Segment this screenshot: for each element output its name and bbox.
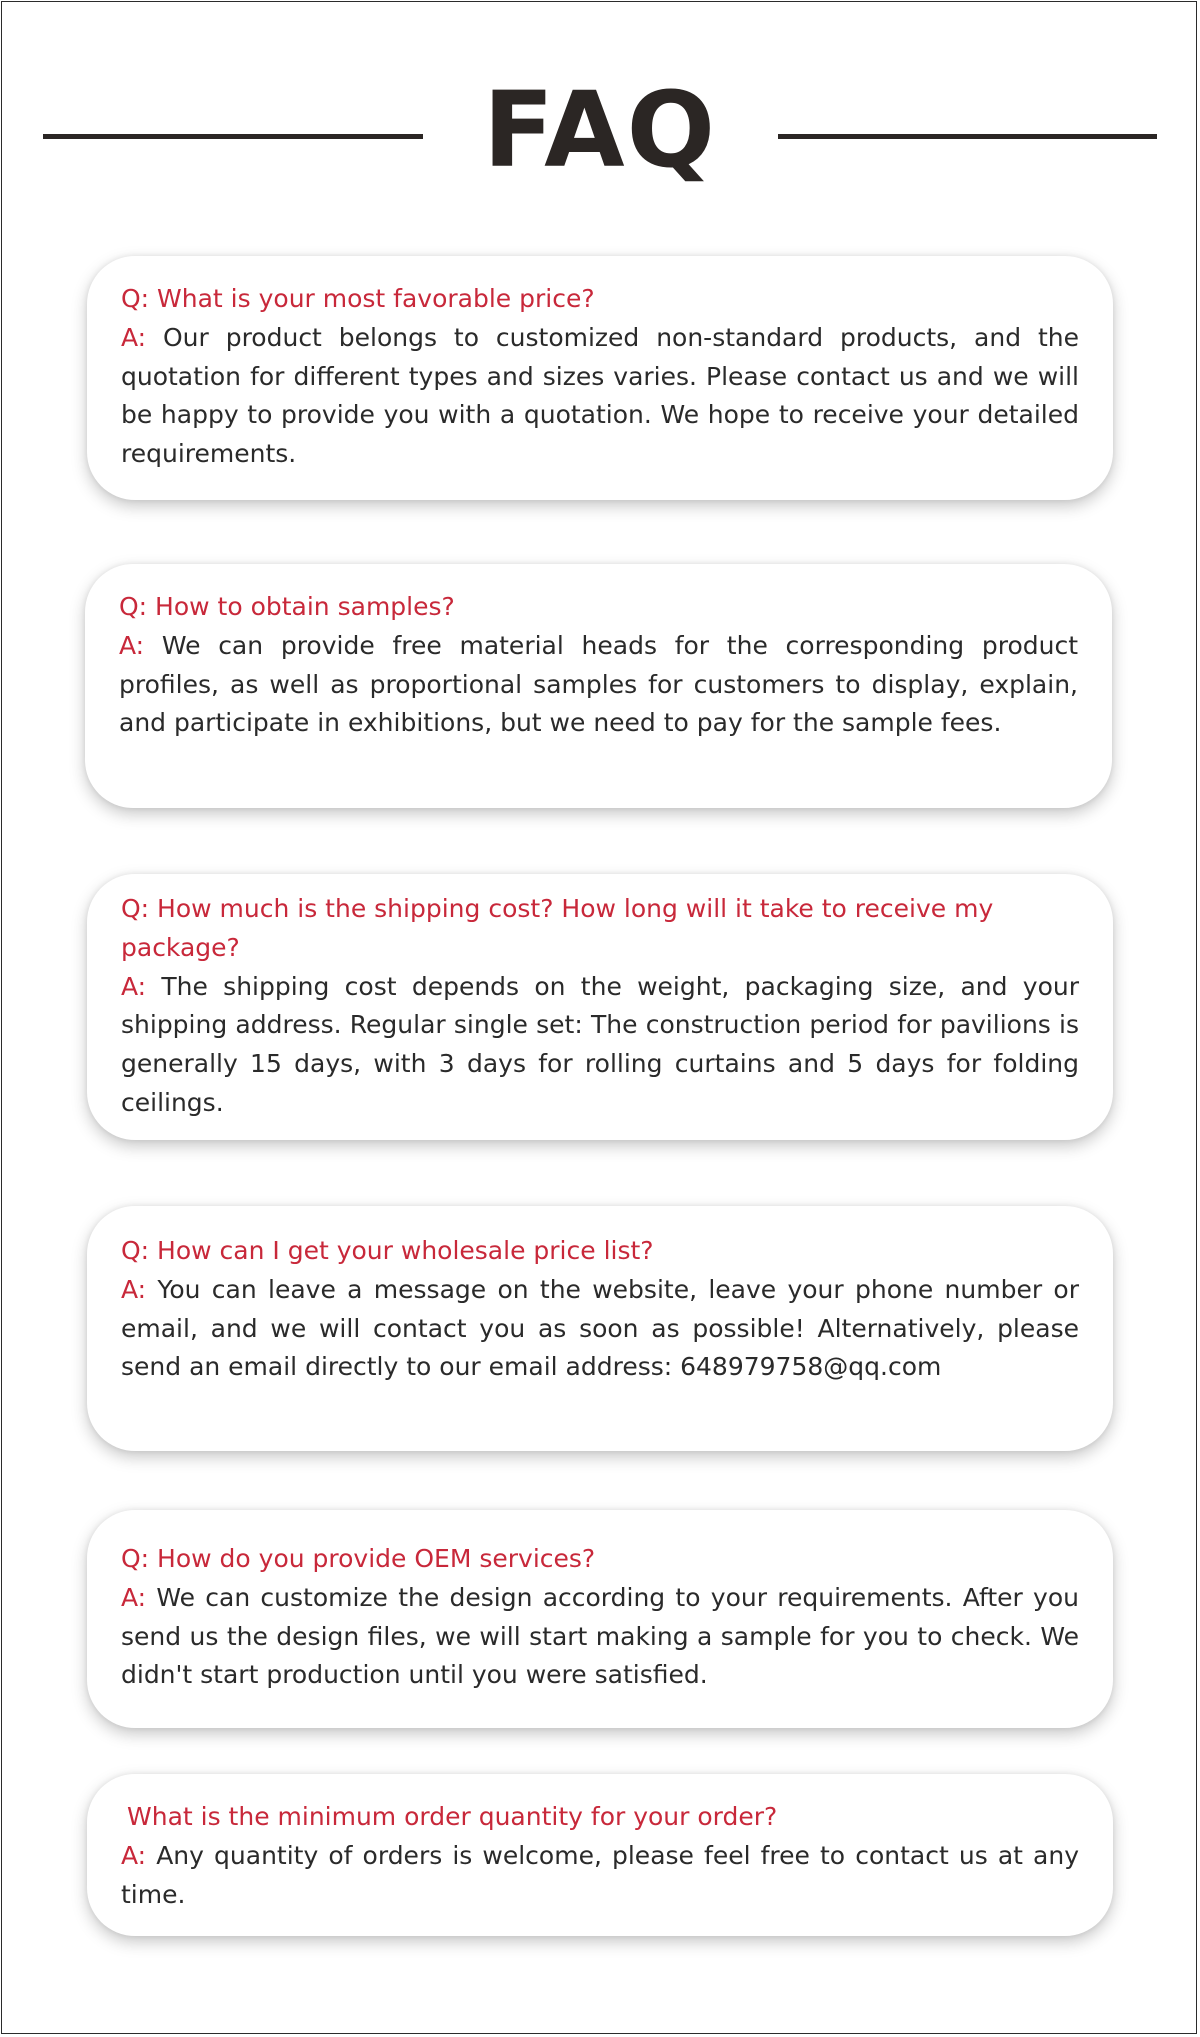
faq-answer: [121, 1837, 1079, 1915]
faq-question: Q: How do you provide OEM services?: [121, 1544, 596, 1573]
page-title: FAQ: [482, 69, 717, 191]
faq-question: Q: How much is the shipping cost? How long will it take to receive my package?: [121, 894, 994, 962]
faq-answer: [121, 1579, 1079, 1695]
faq-question: Q: How to obtain samples?: [119, 592, 455, 621]
answer-text: You can leave a message on the website, leave your phone number or email, and we will contact you as soon as possible! Alternatively, please send an email directly to our email address: 648979758@qq.com: [121, 1274, 1079, 1382]
faq-answer: [121, 319, 1079, 474]
faq-question: What is the minimum order quantity for your order?: [127, 1802, 778, 1831]
faq-answer: [119, 627, 1078, 743]
faq-card-shipping: [87, 874, 1113, 1140]
faq-card-samples: [85, 564, 1112, 808]
faq-question: Q: What is your most favorable price?: [121, 284, 595, 313]
answer-tag: A:: [119, 630, 145, 660]
answer-text: The shipping cost depends on the weight, packaging size, and your shipping address. Regular single set: The construction period for pavilions is generally 15 days, with 3 days for rolling curtains and 5 days for folding ceilings.: [121, 971, 1079, 1117]
faq-answer: [121, 1271, 1079, 1387]
answer-tag: A:: [121, 971, 147, 1001]
faq-card-price-list: [87, 1206, 1113, 1451]
answer-tag: A:: [121, 1840, 147, 1870]
faq-card-price: [87, 256, 1113, 500]
answer-text: We can customize the design according to your requirements. After you send us the design files, we will start making a sample for you to check. We didn't start production until you were satisfied.: [121, 1582, 1079, 1690]
answer-tag: A:: [121, 322, 147, 352]
answer-text: Our product belongs to customized non-standard products, and the quotation for different types and sizes varies. Please contact us and we will be happy to provide you with a quotation. We hope to receive your detailed requirements.: [121, 322, 1079, 469]
faq-answer: [121, 968, 1079, 1123]
faq-question: Q: How can I get your wholesale price list?: [121, 1236, 654, 1265]
answer-text: Any quantity of orders is welcome, please feel free to contact us at any time.: [121, 1840, 1079, 1909]
faq-header: [0, 60, 1200, 200]
answer-tag: A:: [121, 1274, 147, 1304]
header-rule-right: [778, 134, 1157, 139]
faq-card-moq: [87, 1774, 1113, 1936]
answer-text: We can provide free material heads for the corresponding product profiles, as well as proportional samples for customers to display, explain, and participate in exhibitions, but we need to pay for the sample fees.: [119, 630, 1078, 738]
answer-tag: A:: [121, 1582, 147, 1612]
faq-card-oem: [87, 1510, 1113, 1728]
